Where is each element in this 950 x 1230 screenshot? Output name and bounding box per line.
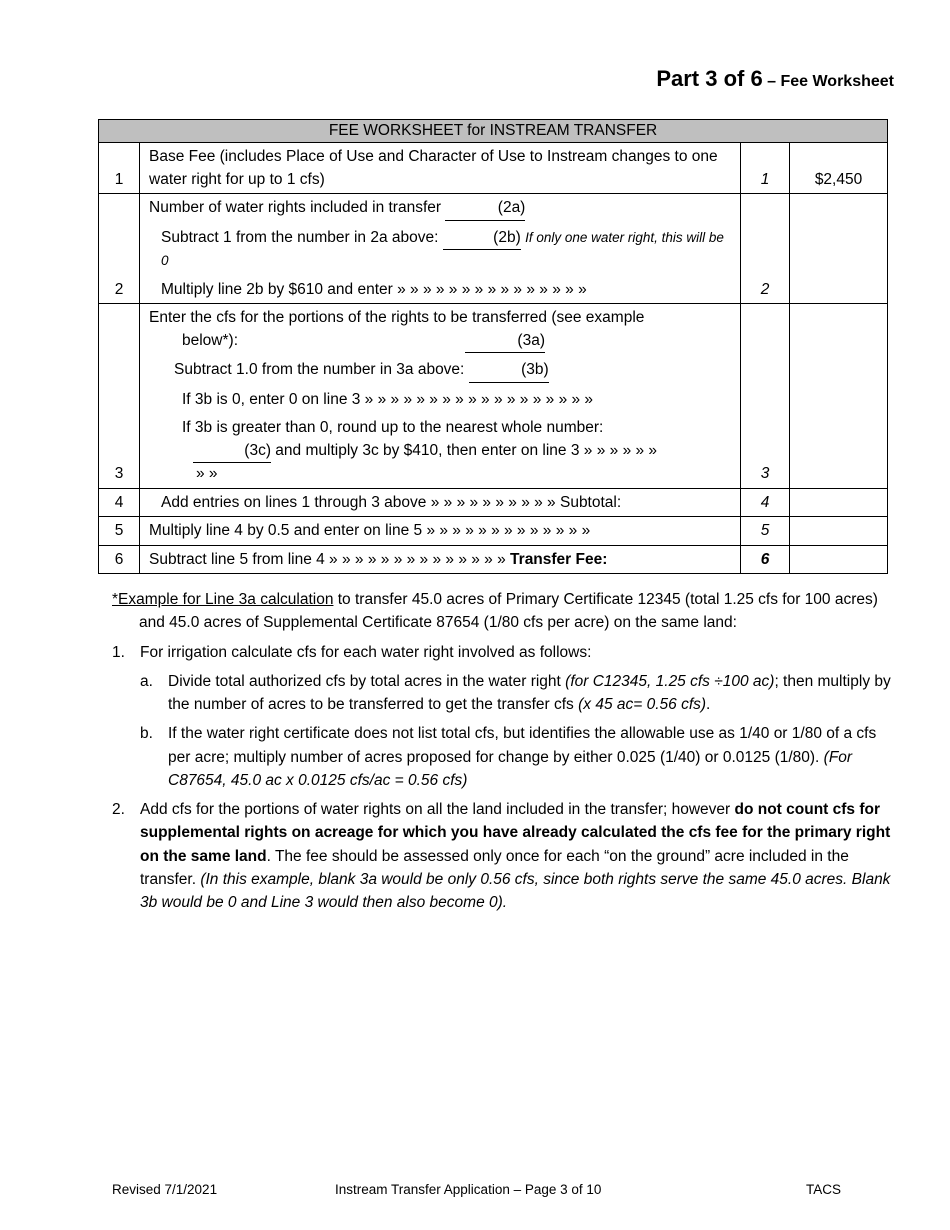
blank-3b[interactable]: (3b) <box>469 359 549 382</box>
note-2b: If only one water right, this will be 0 <box>161 229 724 269</box>
subtotal-amount[interactable] <box>790 488 888 516</box>
page-header <box>656 66 894 92</box>
multiply-description: Multiply line 4 by 0.5 and enter on line 5 » » » » » » » » » » » » » <box>140 517 741 545</box>
cfs-calculation-cell <box>140 304 741 488</box>
blank-3c[interactable]: (3c) <box>193 440 271 463</box>
row-number: 2 <box>99 194 140 304</box>
line-reference: 3 <box>741 304 790 488</box>
base-fee-amount: $2,450 <box>790 143 888 194</box>
note-item-2: 2. Add cfs for the portions of water rights on all the land included in the transfer; however do not count cfs for supplemental rights on acreage for which you have already calculated the cfs fee for the primary right on the same land. The fee should be assessed only once for each “on the ground” acre included in the transfer. (In this example, blank 3a would be only 0.56 cfs, since both rights serve the same 45.0 acres. Blank 3b would be 0 and Line 3 would then also become 0). <box>112 801 891 911</box>
row-number: 1 <box>99 143 140 194</box>
line-reference: 5 <box>741 517 790 545</box>
line-3b: Subtract 1.0 from the number in 3a above: (3b) <box>149 359 732 382</box>
worksheet-row-3 <box>99 304 888 488</box>
part-subtitle: – Fee Worksheet <box>762 73 894 90</box>
page-info: Instream Transfer Application – Page 3 of 10 <box>335 1182 602 1197</box>
line-reference: 2 <box>741 194 790 304</box>
worksheet-row-1 <box>99 143 888 194</box>
row-number: 4 <box>99 488 140 516</box>
example-notes <box>112 588 902 914</box>
line-reference: 4 <box>741 488 790 516</box>
blank-2a[interactable]: (2a) <box>445 197 525 220</box>
line-3a: below*): (3a) <box>149 330 732 353</box>
subtotal-description: Add entries on lines 1 through 3 above » » » » » » » » » » Subtotal: <box>140 488 741 516</box>
worksheet-row-4 <box>99 488 888 516</box>
line-3c: (3c) and multiply 3c by $410, then enter on line 3 » » » » » » <box>149 440 732 463</box>
line-3-amount[interactable] <box>790 304 888 488</box>
line-2-amount[interactable] <box>790 194 888 304</box>
fee-worksheet-table <box>98 119 888 574</box>
line-3c-continued: » » <box>196 465 218 483</box>
footer-code: TACS <box>806 1182 842 1197</box>
note-item-1a: a. Divide total authorized cfs by total acres in the water right (for C12345, 1.25 cfs ÷100 ac); then multiply by the number of acres to be transferred to get the transfer cfs (x 45 ac= 0.56 cfs). <box>140 672 891 713</box>
blank-3a[interactable]: (3a) <box>465 330 545 353</box>
line-3-zero: If 3b is 0, enter 0 on line 3 » » » » » » » » » » » » » » » » » » <box>182 390 594 408</box>
line-reference: 1 <box>741 143 790 194</box>
line-2b: Subtract 1 from the number in 2a above: (2b) If only one water right, this will be 0 <box>161 228 724 269</box>
example-intro: *Example for Line 3a calculation to transfer 45.0 acres of Primary Certificate 12345 (total 1.25 cfs for 100 acres) and 45.0 acres of Supplemental Certificate 87654 (1/80 cfs per acre) on the same land: <box>112 591 878 632</box>
note-item-1b: b. If the water right certificate does not list total cfs, but identifies the allowable use as 1/40 or 1/80 of a cfs per acre; multiply number of acres proposed for change by either 0.025 (1/40) or 0.0125 (1/80). (For C87654, 45.0 ac x 0.0125 cfs/ac = 0.56 cfs) <box>140 725 877 789</box>
blank-2b[interactable]: (2b) <box>443 227 521 250</box>
revised-date: Revised 7/1/2021 <box>112 1182 218 1197</box>
transfer-fee-amount[interactable] <box>790 545 888 573</box>
worksheet-row-2 <box>99 194 888 304</box>
row-number: 5 <box>99 517 140 545</box>
row-number: 6 <box>99 545 140 573</box>
water-rights-count-cell <box>140 194 741 304</box>
row-number: 3 <box>99 304 140 488</box>
line-3-roundup: If 3b is greater than 0, round up to the nearest whole number: <box>182 419 604 437</box>
worksheet-title: FEE WORKSHEET for INSTREAM TRANSFER <box>99 120 888 143</box>
part-label: Part 3 of 6 <box>656 66 763 91</box>
line-2a: Number of water rights included in transfer (2a) <box>149 197 732 220</box>
line-2-multiply: Multiply line 2b by $610 and enter » » » » » » » » » » » » » » » <box>161 280 587 298</box>
note-item-1: 1. For irrigation calculate cfs for each water right involved as follows: a. Divide total authorized cfs by total acres in the water right (for C12345, 1.25 cfs ÷100 ac); then multiply by the number of acres to be transferred to get the transfer cfs (x 45 ac= 0.56 cfs). b. If the water right certificate does not list total cfs, but identifies the allowable use as 1/40 or 1/80 of a cfs per acre; multiply number of acres proposed for change by either 0.025 (1/40) or 0.0125 (1/80). (For C87654, 45.0 ac x 0.0125 cfs/ac = 0.56 cfs) <box>112 641 902 793</box>
worksheet-title-row <box>99 120 888 143</box>
transfer-fee-description: Subtract line 5 from line 4 » » » » » » » » » » » » » » Transfer Fee: <box>140 545 741 573</box>
worksheet-row-5 <box>99 517 888 545</box>
line-reference: 6 <box>741 545 790 573</box>
line-5-amount[interactable] <box>790 517 888 545</box>
base-fee-description: Base Fee (includes Place of Use and Character of Use to Instream changes to one water right for up to 1 cfs) <box>140 143 741 194</box>
worksheet-row-6 <box>99 545 888 573</box>
line-3a-text: Enter the cfs for the portions of the rights to be transferred (see example <box>149 309 645 327</box>
